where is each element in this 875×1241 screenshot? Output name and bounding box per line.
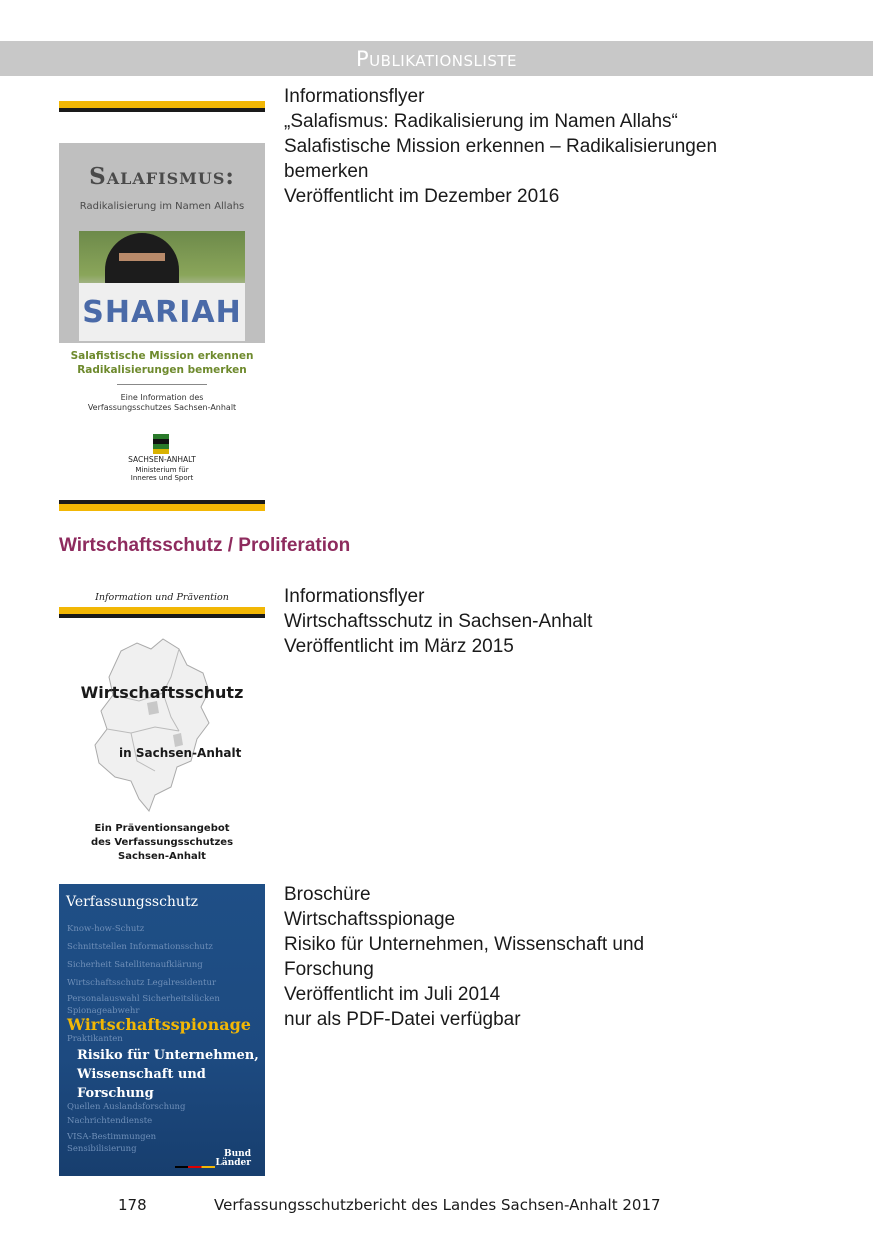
cover-stripe-yellow [59, 607, 265, 614]
entry-line: Forschung [284, 959, 374, 980]
cover-green-line: Radikalisierungen bemerken [77, 364, 247, 376]
cover-stripe-yellow [59, 504, 265, 511]
cover-background-word: Schnittstellen Informationsschutz [67, 942, 213, 952]
cover-subtitle: in Sachsen-Anhalt [119, 746, 242, 760]
entry-line: Broschüre [284, 884, 371, 905]
entry-line: Informationsflyer [284, 586, 425, 607]
entry-line: Risiko für Unternehmen, Wissenschaft und [284, 934, 645, 955]
veil-eye-slit [119, 253, 165, 261]
ministry-line: Inneres und Sport [130, 474, 194, 482]
salafismus-cover-image [59, 101, 265, 511]
cover-stripe-dark [59, 614, 265, 618]
laender-label: Länder [215, 1158, 251, 1168]
state-name: SACHSEN-ANHALT [128, 455, 196, 464]
flag-stripe-icon [175, 1166, 215, 1168]
cover-background-word: Praktikanten [67, 1034, 123, 1044]
cover-stripe-dark [59, 108, 265, 112]
cover-background-word: Quellen Auslandsforschung [67, 1102, 186, 1112]
entry-line: Veröffentlicht im Juli 2014 [284, 984, 501, 1005]
cover-bottom-text [59, 822, 265, 864]
protest-sign-text: SHARIAH [82, 295, 242, 330]
cover-background-word: Nachrichtendienste [67, 1116, 153, 1126]
ministry-line: Ministerium für [135, 466, 189, 474]
page-header: Publikationsliste [0, 41, 873, 76]
wirtschaftsschutz-cover-image [59, 585, 265, 867]
cover-background-word: Sensibilisierung [67, 1144, 137, 1154]
publication-entry-2 [284, 584, 804, 659]
cover-top-label: Information und Prävention [95, 592, 229, 603]
publication-entry-1 [284, 84, 804, 209]
entry-line: nur als PDF-Datei verfügbar [284, 1009, 521, 1030]
publication-entry-3 [284, 882, 804, 1032]
cover-description-line: Wissenschaft und [77, 1067, 206, 1082]
cover-info-line: Verfassungsschutzes Sachsen-Anhalt [87, 403, 237, 412]
cover-photo [79, 231, 245, 341]
cover-title: Salafismus: [89, 163, 235, 190]
cover-state-logo [59, 456, 265, 482]
cover-background-word: VISA-Bestimmungen [67, 1132, 157, 1142]
entry-line: Wirtschaftsspionage [284, 909, 456, 930]
entry-line: Veröffentlicht im Dezember 2016 [284, 186, 560, 207]
footer-title: Verfassungsschutzbericht des Landes Sachsen-Anhalt 2017 [214, 1196, 661, 1214]
entry-line: Wirtschaftsschutz in Sachsen-Anhalt [284, 611, 593, 632]
wirtschaftsspionage-cover-image [59, 884, 265, 1176]
cover-subtitle: Radikalisierung im Namen Allahs [79, 201, 245, 212]
entry-line: Informationsflyer [284, 86, 425, 107]
cover-description [77, 1046, 263, 1103]
state-map-icon [59, 621, 265, 821]
cover-background-word: Wirtschaftsschutz Legalresidentur [67, 978, 217, 988]
entry-line: „Salafismus: Radikalisierung im Namen Allahs“ [284, 111, 678, 132]
cover-bottom-line: Ein Präventionsangebot [94, 823, 230, 834]
cover-divider [117, 384, 207, 385]
cover-info-line: Eine Information des [120, 393, 204, 402]
cover-background-word: Sicherheit Satellitenaufklärung [67, 960, 203, 970]
cover-background-word: Personalauswahl Sicherheitslücken [67, 994, 220, 1004]
bund-laender-logo [216, 1150, 251, 1168]
cover-background-word: Know-how-Schutz [67, 924, 145, 934]
cover-title-panel [59, 143, 265, 343]
cover-background-word: Spionageabwehr [67, 1006, 140, 1016]
cover-description-line: Forschung [77, 1086, 154, 1101]
cover-bottom-line: Sachsen-Anhalt [118, 851, 206, 862]
bund-label: Bund [224, 1149, 251, 1159]
entry-line: bemerken [284, 161, 369, 182]
cover-info-text [59, 393, 265, 413]
cover-head: Verfassungsschutz [66, 894, 198, 910]
entry-line: Veröffentlicht im März 2015 [284, 636, 514, 657]
page-number: 178 [118, 1196, 147, 1214]
cover-title: Wirtschaftsschutz [80, 683, 244, 702]
cover-main-title: Wirtschaftsspionage [67, 1015, 251, 1034]
cover-green-line: Salafistische Mission erkennen [70, 350, 254, 362]
cover-description-line: Risiko für Unternehmen, [77, 1048, 259, 1063]
cover-bottom-line: des Verfassungsschutzes [90, 837, 234, 848]
coat-of-arms-icon [153, 434, 169, 454]
entry-line: Salafistische Mission erkennen – Radikalisierungen [284, 136, 718, 157]
section-heading: Wirtschaftsschutz / Proliferation [59, 535, 351, 556]
cover-green-text [59, 349, 265, 377]
cover-stripe-yellow [59, 101, 265, 108]
